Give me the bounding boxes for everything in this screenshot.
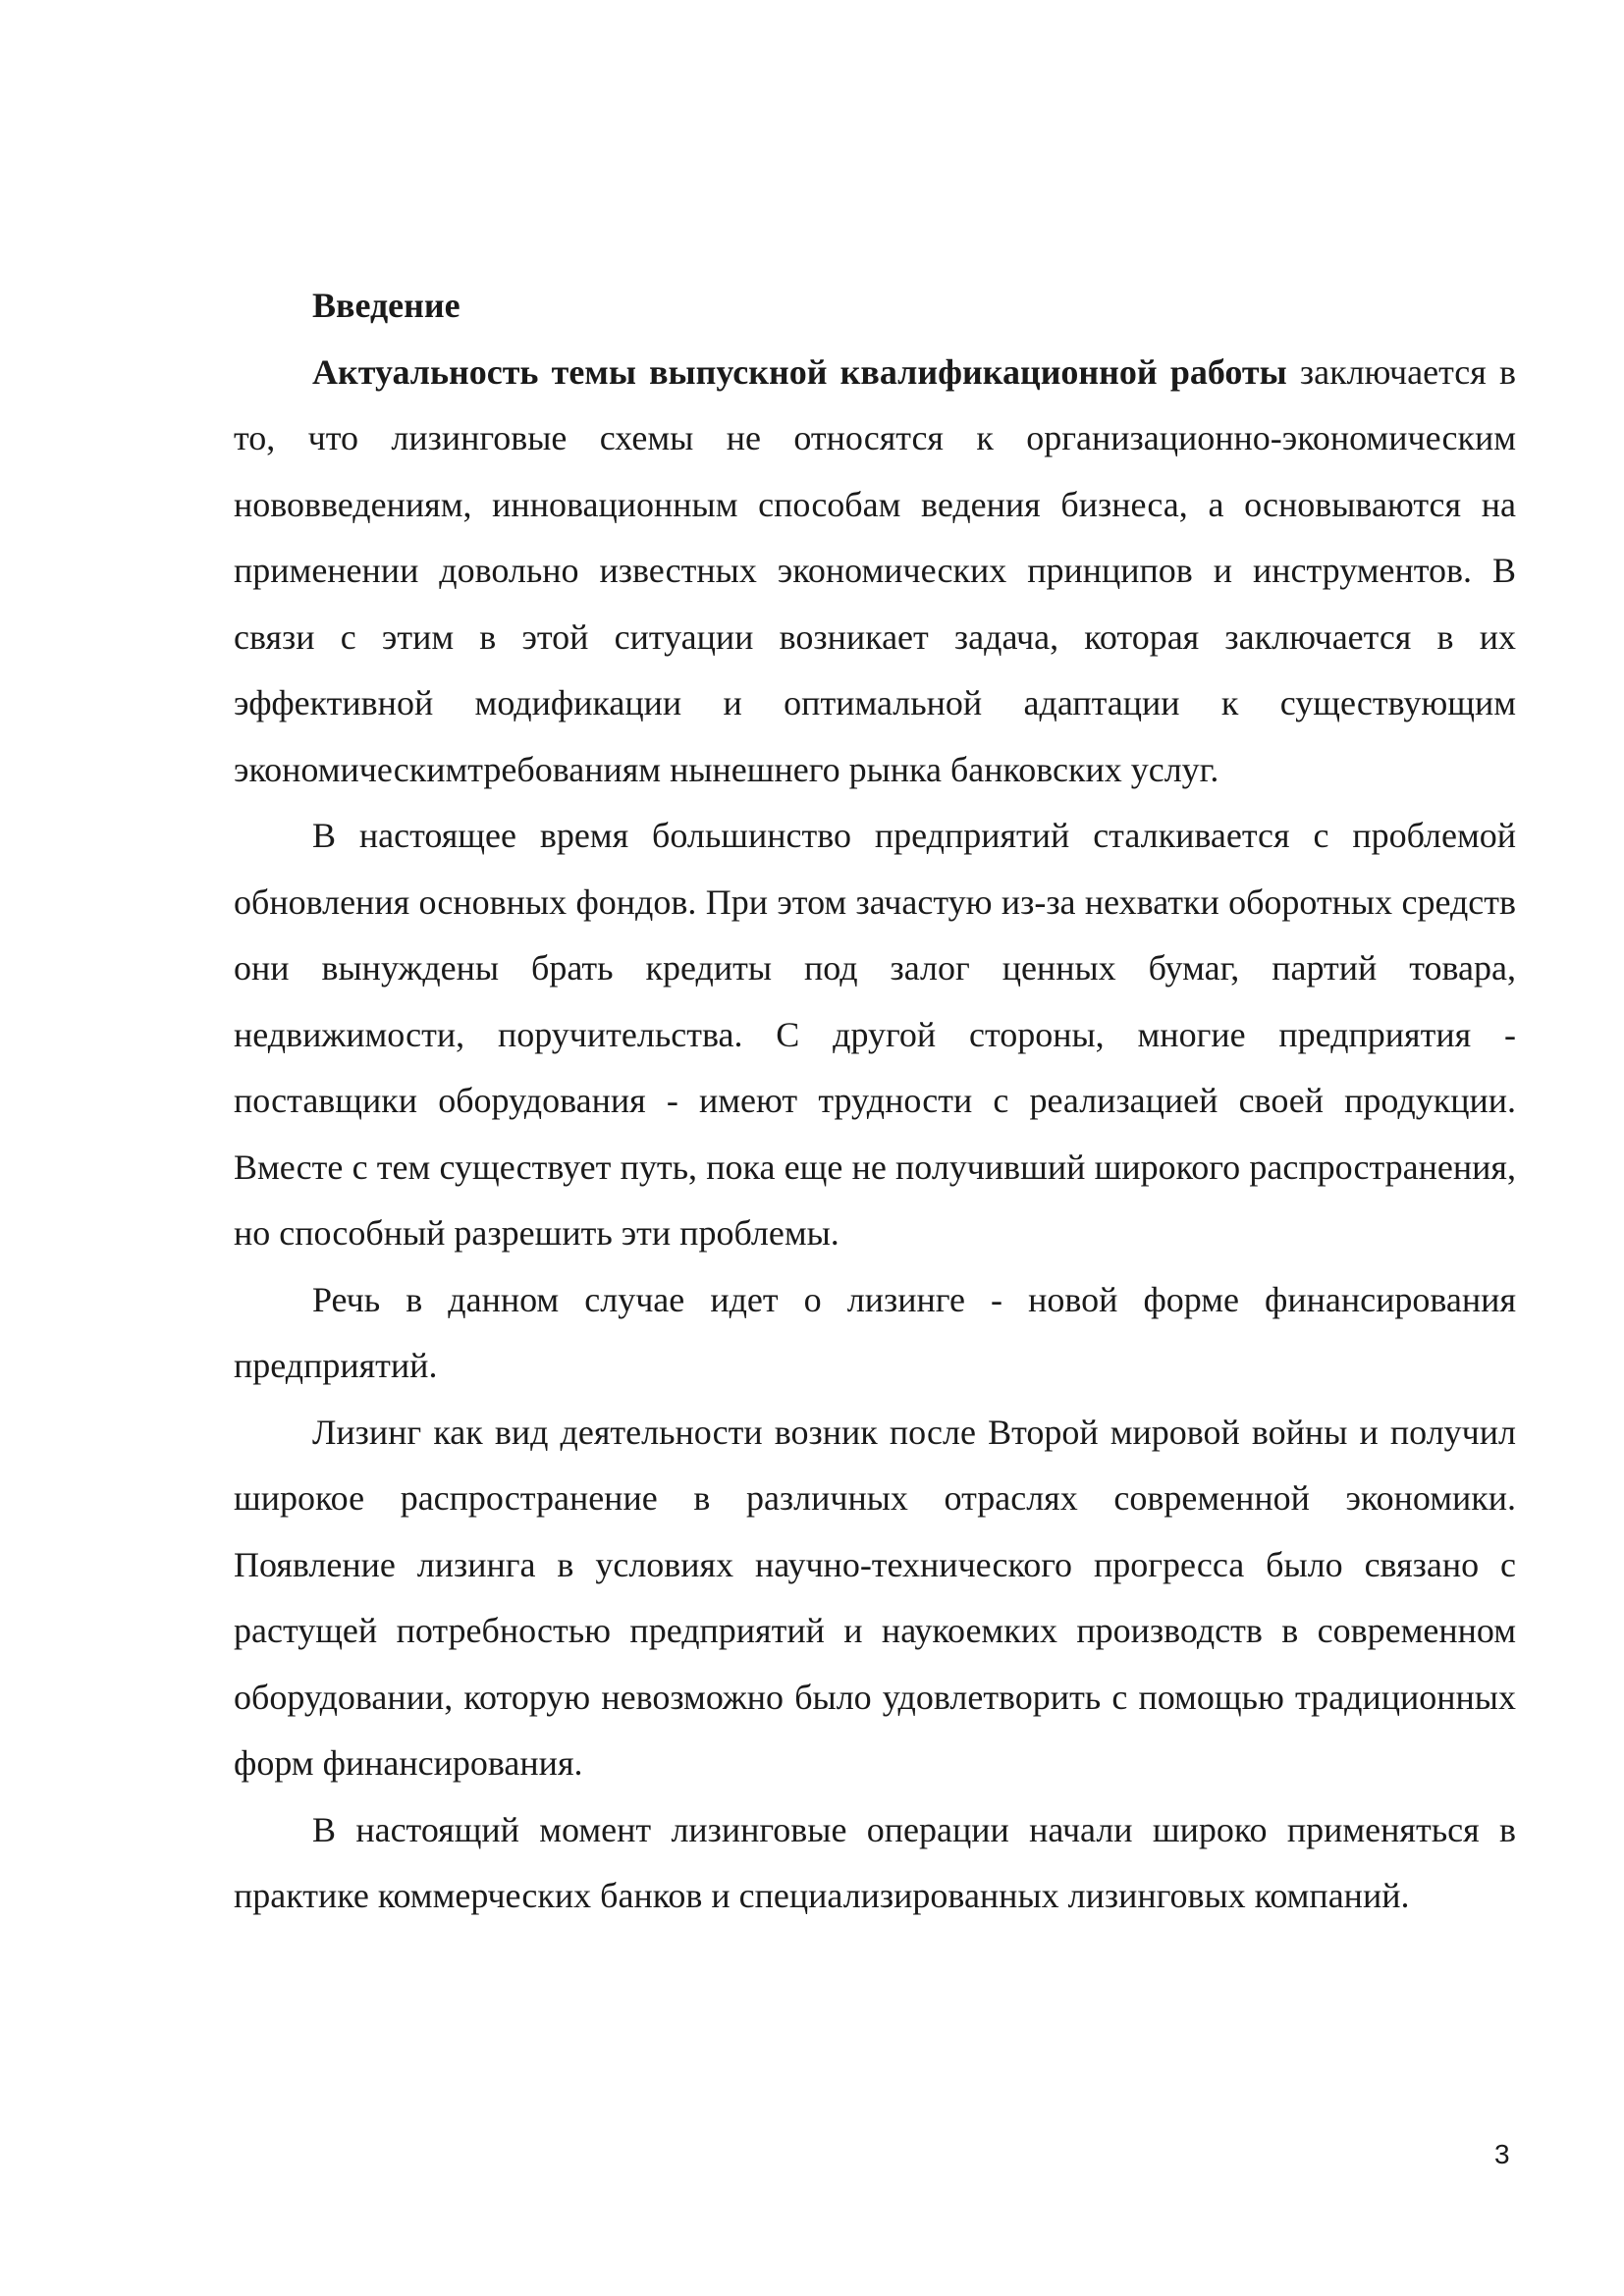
paragraph-leasing-intro: Речь в данном случае идет о лизинге - новой форме финансирования предприятий. [234,1279,1516,1385]
paragraph-leasing-current: В настоящий момент лизинговые операции начали широко применяться в практике коммерческих банков и специализированных лизинговых компаний. [234,1809,1516,1915]
paragraph-funds-problem: В настоящее время большинство предприятий сталкивается с проблемой обновления основных фондов. При этом зачастую из-за нехватки оборотных средств они вынуждены брать кредиты под залог ценных бумаг, партий товара, недвижимости, поручительства. С другой стороны, многие предприятия - поставщики оборудования - имеют трудности с реализацией своей продукции. Вместе с тем существует путь, пока еще не получивший широкого распространения, но способный разрешить эти проблемы. [234,816,1516,1253]
paragraph-leasing-history: Лизинг как вид деятельности возник после Второй мировой войны и получил широкое распространение в различных отраслях современной экономики. Появление лизинга в условиях научно-технического прогресса было связано с растущей потребностью предприятий и наукоемких производств в современном оборудовании, которую невозможно было удовлетворить с помощью традиционных форм финансирования. [234,1412,1516,1783]
section-heading: Введение [312,286,460,325]
page-number: 3 [1494,2139,1510,2169]
paragraph-relevance [234,340,1516,804]
document-body [234,273,1516,1930]
relevance-text: заключается в то, что лизинговые схемы не относятся к организационно-экономическим нововведениям, инновационным способам ведения бизнеса, а основываются на применении довольно известных экономических принципов и инструментов. В связи с этим в этой ситуации возникает задача, которая заключается в их эффективной модификации и оптимальной адаптации к существующим экономическимтребованиям нынешнего рынка банковских услуг. [234,351,1516,789]
relevance-lead: Актуальность темы выпускной квалификационной работы [312,351,1287,392]
